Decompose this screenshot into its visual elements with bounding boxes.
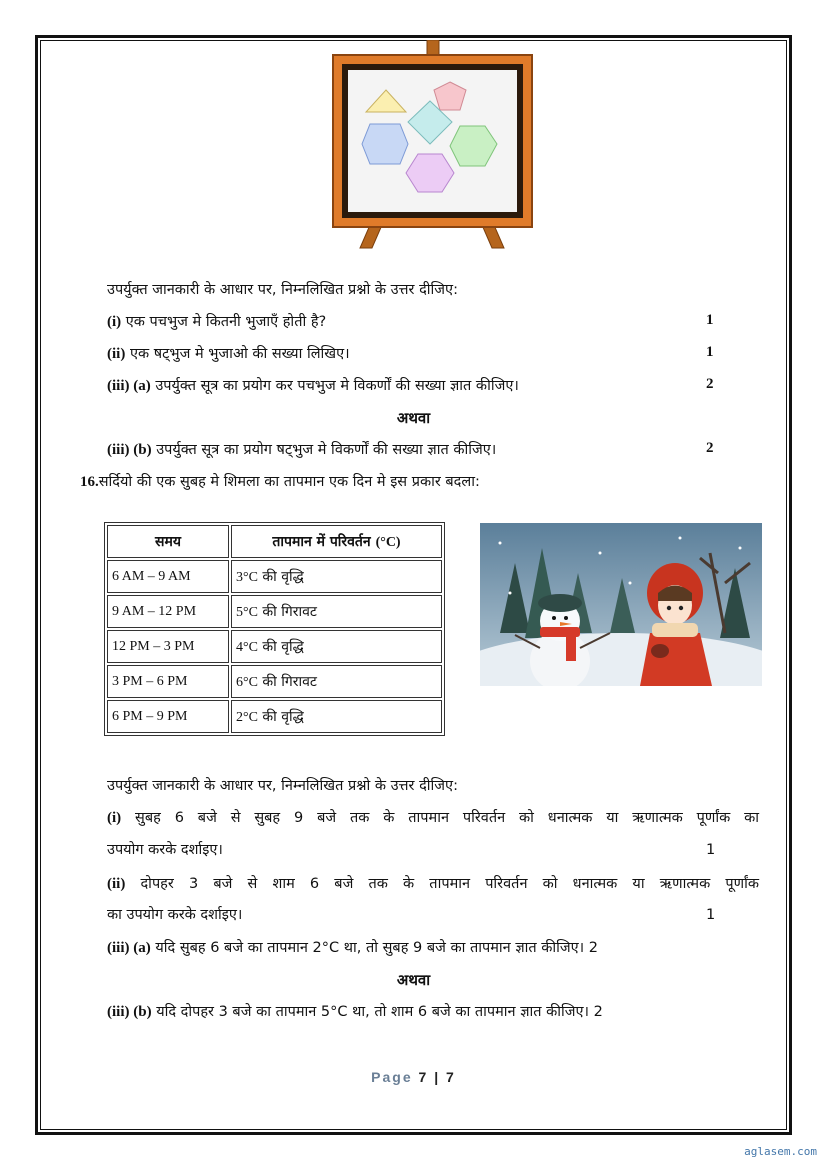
header-change-label: तापमान में परिवर्तन (272, 534, 371, 550)
or-label: अथवा (396, 409, 431, 427)
question-number: (i) (107, 810, 122, 826)
question-a2 (107, 344, 350, 364)
marks: 2 (706, 376, 714, 392)
cell-change (231, 630, 442, 663)
cell-time: 6 AM – 9 AM (107, 560, 229, 593)
question-text: यदि दोपहर 3 बजे का तापमान 5°C था, तो शाम 6 बजे का तापमान ज्ञात कीजिए। 2 (156, 1004, 603, 1020)
question-b3a (107, 938, 598, 958)
site-watermark: aglasem.com (744, 1145, 817, 1158)
question-number: (iii) (b) (107, 1004, 152, 1020)
cell-change (231, 700, 442, 733)
question-text: एक पचभुज मे कितनी भुजाएँ होती है? (125, 314, 327, 330)
question-a3a (107, 376, 519, 396)
cell-change-text: की वृद्धि (262, 709, 304, 725)
page-label: Page (371, 1069, 413, 1085)
cell-time: 12 PM – 3 PM (107, 630, 229, 663)
page-number: 7 (418, 1069, 429, 1085)
question-number: (ii) (107, 876, 126, 892)
temperature-table (104, 522, 445, 736)
cell-change-text: की वृद्धि (262, 569, 304, 585)
page-footer (40, 1069, 787, 1085)
question-text: यदि सुबह 6 बजे का तापमान 2°C था, तो सुबह 9 बजे का तापमान ज्ञात कीजिए। 2 (155, 940, 598, 956)
page-total: 7 (446, 1069, 456, 1085)
question-number: (ii) (107, 346, 126, 362)
table-row (107, 560, 442, 593)
cell-deg: 6°C (236, 675, 258, 690)
cell-change (231, 595, 442, 628)
cell-change (231, 560, 442, 593)
question-b2-line2: का उपयोग करके दर्शाइए। (107, 907, 243, 923)
marks: 1 (706, 344, 714, 360)
question-text: उपर्युक्त सूत्र का प्रयोग षट्भुज मे विकर्णों की सख्या ज्ञात कीजिए। (156, 442, 497, 458)
cell-change (231, 665, 442, 698)
section-b-intro: उपर्युक्त जानकारी के आधार पर, निम्नलिखित प्रश्नो के उत्तर दीजिए: (107, 778, 458, 794)
page-separator: | (434, 1069, 441, 1085)
question-number: (iii) (b) (107, 442, 152, 458)
question-16 (80, 472, 480, 492)
question-a1 (107, 312, 326, 332)
marks: 1 (706, 312, 714, 328)
question-text: सर्दियो की एक सुबह मे शिमला का तापमान एक दिन मे इस प्रकार बदला: (98, 474, 480, 490)
table-row (107, 665, 442, 698)
cell-deg: 5°C (236, 605, 258, 620)
question-number: (i) (107, 314, 122, 330)
cell-time: 6 PM – 9 PM (107, 700, 229, 733)
cell-deg: 3°C (236, 570, 258, 585)
question-text: दोपहर 3 बजे से शाम 6 बजे तक के तापमान परिवर्तन को धनात्मक या ऋणात्मक पूर्णांक (140, 876, 759, 892)
question-b1-line1 (107, 808, 759, 828)
marks: 2 (706, 440, 714, 456)
question-text: एक षट्भुज मे भुजाओ की सख्या लिखिए। (129, 346, 350, 362)
table-row (107, 630, 442, 663)
cell-change-text: की वृद्धि (262, 639, 304, 655)
table-header-row (107, 525, 442, 558)
or-label: अथवा (396, 971, 431, 989)
marks: 1 (706, 907, 716, 923)
question-text: उपर्युक्त सूत्र का प्रयोग कर पचभुज मे विकर्णों की सख्या ज्ञात कीजिए। (155, 378, 519, 394)
question-b2-line1 (107, 874, 759, 894)
header-unit: (°C) (375, 535, 401, 550)
marks: 1 (706, 842, 716, 858)
question-number: (iii) (a) (107, 378, 151, 394)
question-text: सुबह 6 बजे से सुबह 9 बजे तक के तापमान परिवर्तन को धनात्मक या ऋणात्मक पूर्णांक का (135, 810, 759, 826)
cell-change-text: की गिरावट (262, 674, 317, 690)
table-row (107, 595, 442, 628)
easel-polygons-illustration (330, 40, 535, 250)
question-number: (iii) (a) (107, 940, 151, 956)
question-b1-line2: उपयोग करके दर्शाइए। (107, 842, 223, 858)
cell-deg: 2°C (236, 710, 258, 725)
table-row (107, 700, 442, 733)
section-a-intro: उपर्युक्त जानकारी के आधार पर, निम्नलिखित प्रश्नो के उत्तर दीजिए: (107, 282, 458, 298)
winter-snowman-girl-illustration (480, 523, 762, 686)
header-change (231, 525, 442, 558)
cell-change-text: की गिरावट (262, 604, 317, 620)
question-b3b (107, 1002, 603, 1022)
header-time: समय (107, 525, 229, 558)
cell-time: 3 PM – 6 PM (107, 665, 229, 698)
question-number: 16. (80, 474, 99, 490)
cell-deg: 4°C (236, 640, 258, 655)
cell-time: 9 AM – 12 PM (107, 595, 229, 628)
question-a3b (107, 440, 496, 460)
